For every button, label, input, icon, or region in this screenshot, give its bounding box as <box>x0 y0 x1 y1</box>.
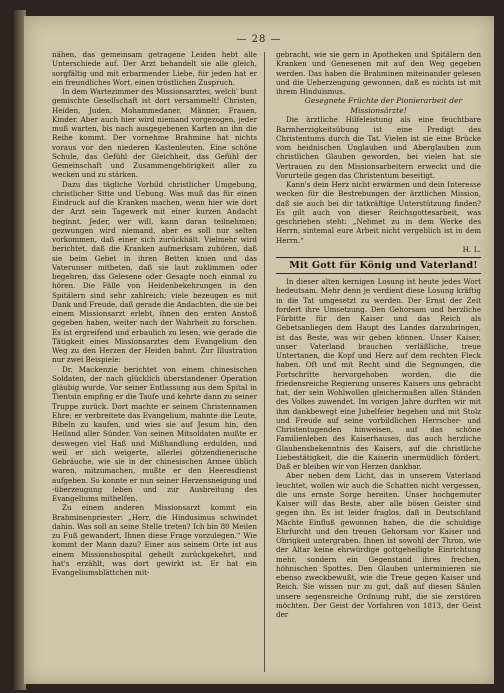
column-divider <box>264 52 265 672</box>
section-title: Mit Gott für König und Vaterland! <box>289 260 478 271</box>
left-paragraph: Zu einem anderen Missionsarzt kommt ein Brahminenpriester: „Herr, die Hindusimus schwindet dahin. Was soll an seine Stelle treten? Ich bin 80 Meilen zu Fuß gewandert, Ihnen diese Frage vorzulegen.“ Wie kommt der Mann dazu? Einer aus seinem Orte ist aus einem Missionshospital geheilt zurückgekehrt, und hat's erzählt, was dort gewirkt ist. Er hat ein Evangeliumsblättchen mit- <box>52 503 257 577</box>
page-number: — 28 — <box>236 34 282 45</box>
section-rule-bottom <box>276 273 481 274</box>
author-signature: H. L. <box>462 244 481 254</box>
left-column <box>52 50 257 577</box>
section-paragraph: In dieser alten kernigen Losung ist heute jedes Wort bedeutsam. Mehr denn je verdient diese Losung kräftig in die Tat umgesetzt zu werden. Der Ernst der Zeit fordert ihre Umsetzung. Den Gehorsam und herzliche Fürbitte für den Kaiser und das Reich als Gebetsanliegen dem Haupt des Landes darzubringen, ist das Beste, was wir geben können. Unser Kaiser, unser Vaterland brauchen verläßliche, treue Untertanen, die Kopf und Herz auf dem rechten Fleck haben. Oft und mit Recht sind die Segnungen, die Fortschritte hervorgehoben worden, die die friedensreiche Regierung unseres Kaisers uns gebracht hat, der sein Wohlwollen gleichermaßen allen Ständen des Volkes zuwendet. Im vorigen Jahre durften wir mit ihm dankbewegt eine Jubelfeier begehen und mit Stolz und Freude auf seine vorbildlichen Herrscher- und Christentugenden hinweisen, auf das schöne Familienleben des Kaiserhauses, das auch herzliche Glaubensbekenntnis des Kaisers, auf die christliche Liebestätigkeit, die die Kaiserin unermüdlich fördert. Daß er bleiben wir von Herzen dankbar. <box>276 277 481 471</box>
right-paragraph: gebracht, wie sie gern in Apotheken und Spitälern den Kranken und Genesenen mit auf den Weg gegeben werden. Das haben die Brahminen miteinander gelesen und die Ueberzeugung gewonnen, daß es nichts ist mit ihrem Hinduismus. <box>276 50 481 96</box>
right-column <box>276 50 481 619</box>
left-paragraph: Dr. Mackenzie berichtet von einem chinesischen Soldaten, der nach glücklich überstandener Operation gläubig wurde. Vor seiner Entlassung aus dem Spital in Tientsin empfing er die Taufe und kehrte dann zu seiner Truppe zurück. Dort machte er seinem Christennamen Ehre; er verbreitete das Evangelium, mahnte die Leute, Bibeln zu kaufen, und wies sie auf Jesum hin, den Heiland aller Sünder. Von seinen Mitsoldaten mußte er deswegen viel Haß und Mißhandlung erdulden, und weil er sich weigerte, allerlei götzendienerische Gebräuche, wie sie in der chinesischen Armee üblich waren, mitzumachen, mußte er den Heeresdienst aufgeben. So konnte er nun seiner Herzensneigung und -überzeugung leben und zur Ausbreitung des Evangeliums mithelfen. <box>52 364 257 503</box>
right-subheading: Gesegnete Früchte der Pionierarbeit der Missionsärzte! <box>304 96 463 115</box>
section-paragraph: Aber neben dem Licht, das in unserem Vaterland leuchtet, wollen wir auch die Schatten nicht vergessen, die uns ernste Sorge bereiten. Unser hochgemuter Kaiser will das Beste, aber alle bösen Geister sind gegen ihn. Es ist leider fraglos, daß in Deutschland Mächte Einfluß gewonnen haben, die die schuldige Ehrfurcht und den treuen Gehorsam vor Kaiser und Obrigkeit untergraben. Ihnen ist sowohl der Thron, wie der Altar keine ehrwürdige gottgeheiligte Einrichtung mehr, sondern ein Gegenstand ihres frechen, höhnischen Spottes. Den Glauben unterminieren sie ebenso zweckbewußt, wie die Treue gegen Kaiser und Reich. Sie wissen nur zu gut, daß auf diesen Säulen unsere segensreiche Ordnung ruht, die sie zerstören möchten. Der Geist der Vorfahren von 1813, der Geist der <box>276 471 481 619</box>
section-rule-top <box>276 257 481 258</box>
right-paragraph: Die ärztliche Hilfeleistung als eine feuchtbare Barmherzigkeitsübung ist eine Predigt des Christentums durch die Tat. Vielen ist sie eine Brücke vom heidnischen Unglauben und Aberglauben zum christlichen Glauben geworden, bei vielen hat sie Vertrauen zu den Missionsarbeitern erweckt und die Vorurteile gegen das Christentum beseitigt. <box>276 115 481 180</box>
right-paragraph: Kann's dein Herz nicht erwärmen und dein Interesse wecken für die Bestrebungen der ärztlichen Mission, daß sie auch bei dir tatkräftige Unterstützung finden? Es gilt auch von dieser Reichsgottesarbeit, was geschrieben steht: „Nehmet zu in dem Werke des Herrn, sintemal eure Arbeit nicht vergeblich ist in dem Herrn.“ <box>276 180 481 245</box>
left-paragraph: In dem Wartezimmer des Missionsarztes, welch' bunt gemischte Gesellschaft ist dort versammelt! Christen, Heiden, Juden, Mohammedaner, Männer, Frauen, Kinder. Aber auch hier wird niemand vorgezogen, jeder muß warten, bis nach ausgegebenen Karten an ihn die Reihe kommt. Der vornehme Brahmine hat nichts voraus vor den niederen Kastenleuten. Eine schöne Schule, das Gefühl der Gleichheit, das Gefühl der Gemeinschaft und Zusammengehörigkeit aller zu wecken und zu stärken. <box>52 87 257 180</box>
document-page <box>24 16 494 684</box>
left-paragraph: nähen, das gemeinsam getragene Leiden hebt alle Unterschiede auf. Der Arzt behandelt sie alle gleich, sorgfältig und mit erbarmender Liebe, für jeden hat er ein freundliches Wort, einen tröstlichen Zuspruch. <box>52 50 257 87</box>
left-paragraph: Dazu das tägliche Vorbild christlicher Umgebung, christlicher Sitte und Uebung. Was muß das für einen Eindruck auf die Kranken machen, wenn hier wie dort der Arzt sein Tagewerk mit einer kurzen Andacht beginnt. Jeder, wer will, kann daran teilnehmen; gezwungen wird niemand, aber es soll nur selten vorkommen, daß einer sich zurückhält. Vielmehr wird berichtet, daß die Kranken aufmerksam zuhören, daß sie beim Gebet in ihren Betten knien und das Vaterunser mitbeten, daß sie laut zuklimmen oder begehren, das Gelesene oder Gesagte noch einmal zu hören. Die Fälle von Heidenbekehrungen in den Spitälern sind sehr zahlreich; viele bezeugen es mit Dank und Freude, daß gerade die Andachten, die sie bei einem Missionsarzt erlebt, ihnen den ersten Anstoß gegeben haben, weiter nach der Wahrheit zu forschen. Es ist ergreifend und erbaulich zu lesen, wie gerade die Tätigkeit eines Missionsarztes dem Evangelium den Weg zu den Herzen der Heiden bahnt. Zur Illustration nur zwei Beispiele: <box>52 179 257 365</box>
